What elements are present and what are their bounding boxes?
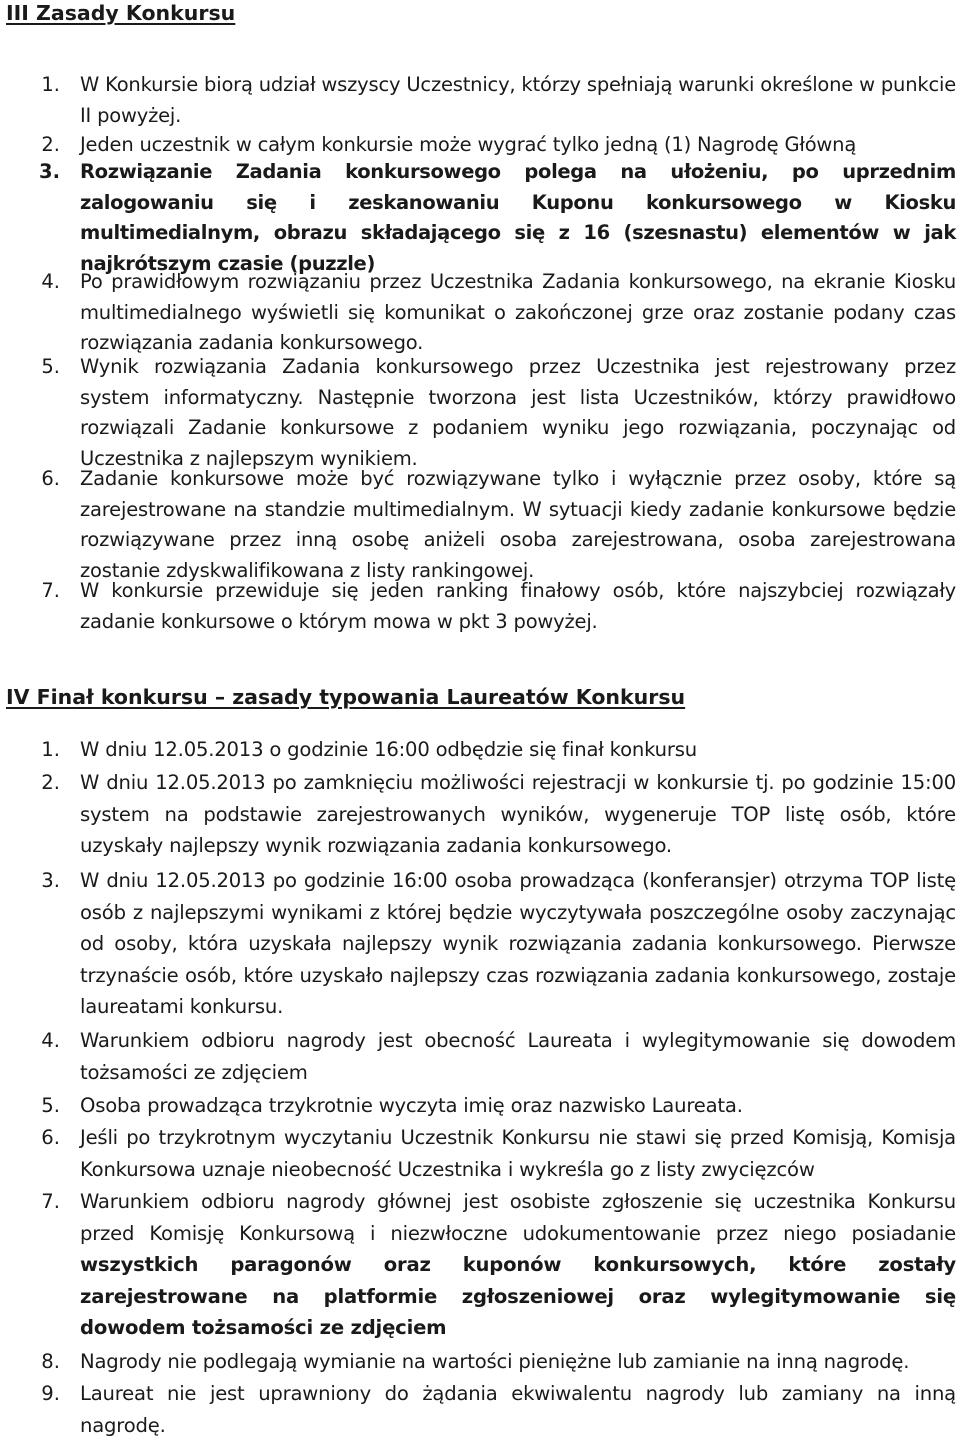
item-text: W konkursie przewiduje się jeden ranking finałowy osób, które najszybciej rozwiązały zadanie konkursowe o którym mowa w pkt 3 powyżej. <box>80 579 956 633</box>
item-text <box>80 1186 956 1344</box>
item-number: 9. <box>41 1382 60 1405</box>
item-text: W Konkursie biorą udział wszyscy Uczestnicy, którzy spełniają warunki określone w punkcie II powyżej. <box>80 73 956 127</box>
item-text: Wynik rozwiązania Zadania konkursowego przez Uczestnika jest rejestrowany przez system informatyczny. Następnie tworzona jest lista Uczestników, którzy prawidłowo rozwiązali Zadanie konkursowe z podaniem wyniku jego rozwiązania, poczynając od Uczestnika z najlepszym wynikiem. <box>80 355 956 470</box>
item-text: Laureat nie jest uprawniony do żądania ekwiwalentu nagrody lub zamiany na inną nagrodę. <box>80 1382 956 1437</box>
item-number: 4. <box>41 1029 60 1052</box>
item-text: Osoba prowadząca trzykrotnie wyczyta imię oraz nazwisko Laureata. <box>80 1094 743 1117</box>
section-4-heading: IV Finał konkursu – zasady typowania Laureatów Konkursu <box>6 685 686 709</box>
section-3-heading: III Zasady Konkursu <box>6 1 236 25</box>
item-number: 4. <box>41 270 60 293</box>
item-text: Jeśli po trzykrotnym wyczytaniu Uczestnik Konkursu nie stawi się przed Komisją, Komisja Konkursowa uznaje nieobecność Uczestnika i wykreśla go z listy zwycięzców <box>80 1126 956 1181</box>
item-text-plain: Warunkiem odbioru nagrody głównej jest osobiste zgłoszenie się uczestnika Konkursu przed Komisję Konkursową i niezwłoczne udokumentowanie przez niego posiadanie <box>80 1190 956 1245</box>
item-number: 5. <box>41 355 60 378</box>
item-text: W dniu 12.05.2013 o godzinie 16:00 odbędzie się finał konkursu <box>80 738 697 761</box>
item-number: 6. <box>41 1126 60 1149</box>
item-number: 8. <box>41 1350 60 1373</box>
item-number: 3. <box>41 869 60 892</box>
item-text: Nagrody nie podlegają wymianie na wartości pieniężne lub zamianie na inną nagrodę. <box>80 1350 910 1373</box>
item-number: 5. <box>41 1094 60 1117</box>
item-text-bold: wszystkich paragonów oraz kuponów konkursowych, które zostały zarejestrowane na platformie zgłoszeniowej oraz wylegitymowanie się dowodem tożsamości ze zdjęciem <box>80 1253 956 1340</box>
item-text: Zadanie konkursowe może być rozwiązywane tylko i wyłącznie przez osoby, które są zarejestrowane na standzie multimedialnym. W sytuacji kiedy zadanie konkursowe będzie rozwiązywane przez inną osobę aniżeli osoba zarejestrowana, osoba zarejestrowana zostanie zdyskwalifikowana z listy rankingowej. <box>80 467 956 582</box>
item-text: Warunkiem odbioru nagrody jest obecność Laureata i wylegitymowanie się dowodem tożsamości ze zdjęciem <box>80 1029 956 1084</box>
item-text: W dniu 12.05.2013 po zamknięciu możliwości rejestracji w konkursie tj. po godzinie 15:00 system na podstawie zarejestrowanych wyników, wygeneruje TOP listę osób, które uzyskały najlepszy wynik rozwiązania zadania konkursowego. <box>80 771 956 858</box>
item-number: 3. <box>39 160 60 183</box>
item-number: 2. <box>41 771 60 794</box>
item-number: 7. <box>41 579 60 602</box>
item-number: 1. <box>41 738 60 761</box>
item-text: Jeden uczestnik w całym konkursie może wygrać tylko jedną (1) Nagrodę Główną <box>80 133 857 156</box>
item-number: 1. <box>41 73 60 96</box>
item-text: W dniu 12.05.2013 po godzinie 16:00 osoba prowadząca (konferansjer) otrzyma TOP listę osób z najlepszymi wynikami z której będzie wyczytywała poszczególne osoby zaczynając od osoby, która uzyskała najlepszy wynik rozwiązania zadania konkursowego. Pierwsze trzynaście osób, które uzyskało najlepszy czas rozwiązania zadania konkursowego, zostaje laureatami konkursu. <box>80 869 956 1019</box>
item-text: Po prawidłowym rozwiązaniu przez Uczestnika Zadania konkursowego, na ekranie Kiosku multimedialnego wyświetli się komunikat o zakończonej grze oraz zostanie podany czas rozwiązania zadania konkursowego. <box>80 270 956 354</box>
item-text: Rozwiązanie Zadania konkursowego polega na ułożeniu, po uprzednim zalogowaniu się i zeskanowaniu Kuponu konkursowego w Kiosku multimedialnym, obrazu składającego się z 16 (szesnastu) elementów w jak najkrótszym czasie (puzzle) <box>80 160 956 275</box>
item-number: 6. <box>41 467 60 490</box>
item-number: 2. <box>41 133 60 156</box>
item-number: 7. <box>41 1190 60 1213</box>
